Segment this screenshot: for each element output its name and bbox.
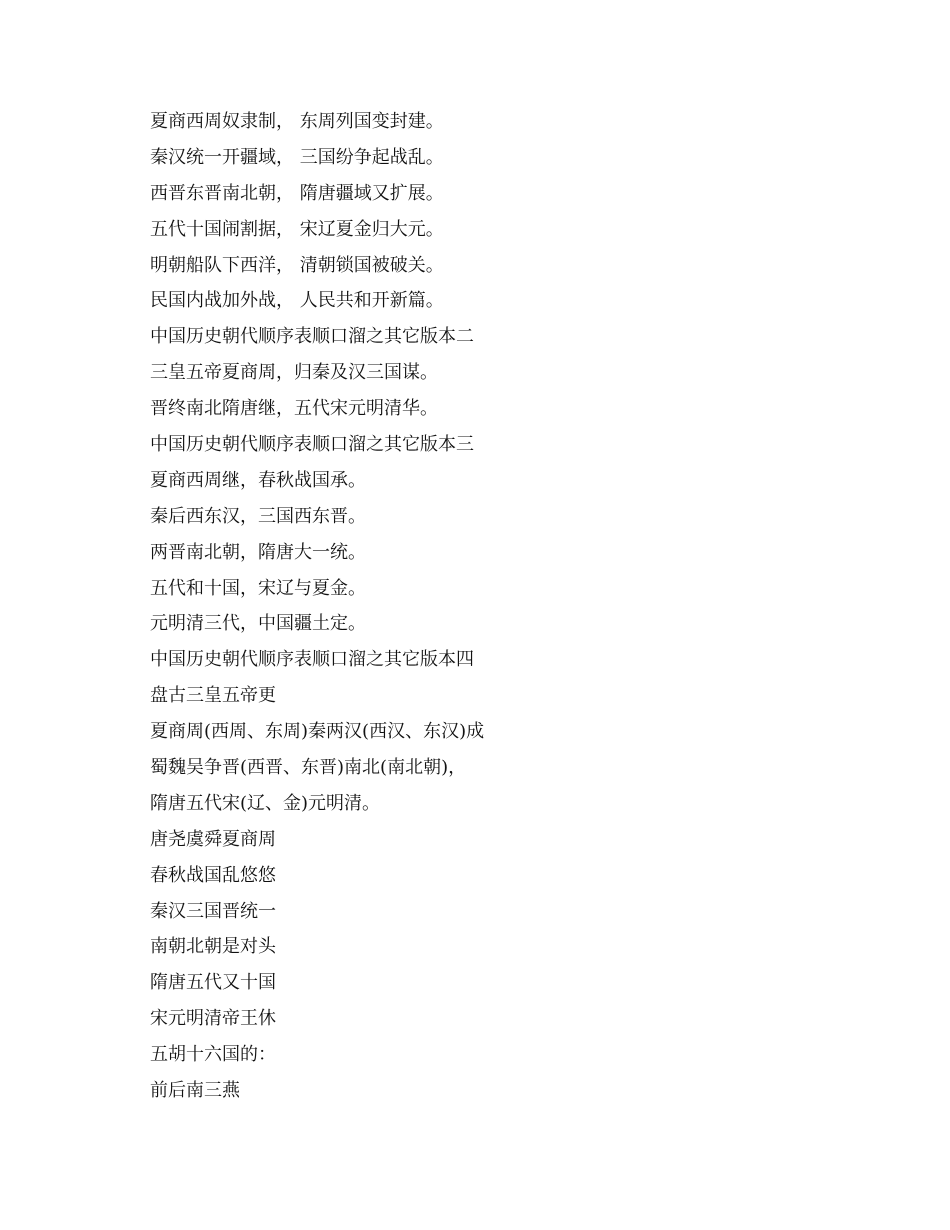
text-line: 明朝船队下西洋， 清朝锁国被破关。 (150, 254, 444, 276)
text-line: 五代十国闹割据， 宋辽夏金归大元。 (150, 218, 444, 240)
text-line: 民国内战加外战， 人民共和开新篇。 (150, 290, 444, 312)
text-line: 夏商西周奴隶制， 东周列国变封建。 (150, 111, 444, 132)
text-line: 夏商西周继，春秋战国承。 (150, 469, 366, 491)
text-line: 春秋战国乱悠悠 (150, 864, 276, 886)
text-line: 五代和十国，宋辽与夏金。 (150, 577, 366, 599)
text-line: 秦汉三国晋统一 (150, 900, 276, 922)
text-line: 五胡十六国的： (150, 1044, 276, 1066)
text-line: 前后南三燕 (150, 1080, 240, 1102)
text-line: 夏商周(西周、东周)秦两汉(西汉、东汉)成 (150, 721, 485, 743)
text-line: 晋终南北隋唐继，五代宋元明清华。 (150, 398, 438, 420)
text-line: 秦后西东汉，三国西东晋。 (150, 505, 366, 527)
text-line: 西晋东晋南北朝， 隋唐疆域又扩展。 (150, 182, 444, 204)
text-line: 盘古三皇五帝更 (150, 685, 276, 707)
text-line: 隋唐五代宋(辽、金)元明清。 (150, 792, 381, 814)
text-lines (150, 111, 484, 1116)
section-heading: 中国历史朝代顺序表顺口溜之其它版本二 (150, 326, 474, 348)
section-heading: 中国历史朝代顺序表顺口溜之其它版本四 (150, 649, 474, 671)
text-line: 隋唐五代又十国 (150, 972, 276, 994)
section-heading: 中国历史朝代顺序表顺口溜之其它版本三 (150, 434, 474, 456)
text-line: 秦汉统一开疆域， 三国纷争起战乱。 (150, 146, 444, 168)
text-line: 南朝北朝是对头 (150, 936, 276, 958)
text-line: 宋元明清帝王休 (150, 1008, 276, 1030)
text-line: 元明清三代，中国疆土定。 (150, 613, 366, 635)
text-line: 蜀魏吴争晋(西晋、东晋)南北(南北朝)， (150, 757, 467, 779)
text-line: 两晋南北朝，隋唐大一统。 (150, 541, 366, 563)
text-line: 三皇五帝夏商周，归秦及汉三国谋。 (150, 362, 438, 384)
text-line: 唐尧虞舜夏商周 (150, 828, 276, 850)
